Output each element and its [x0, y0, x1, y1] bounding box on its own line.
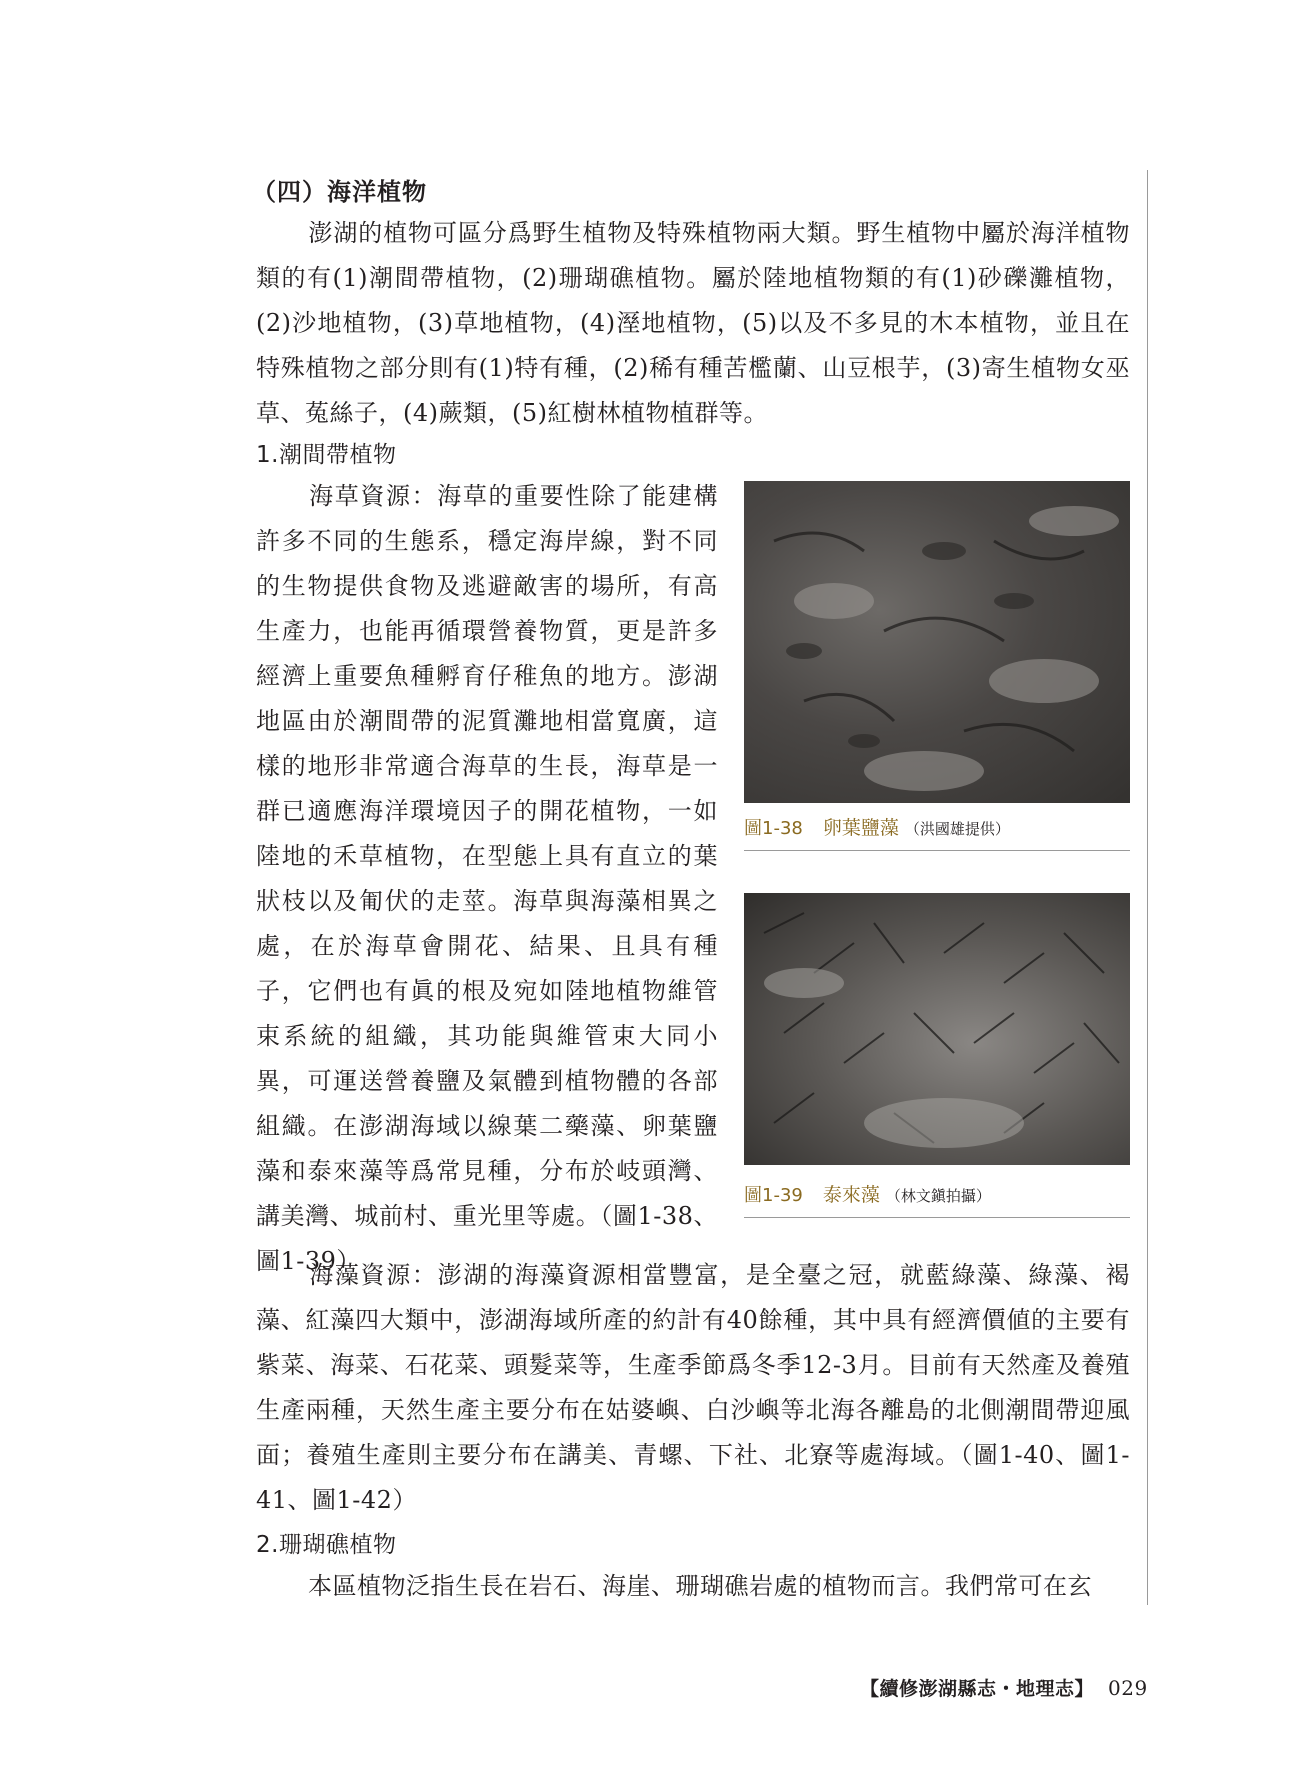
seaweed-paragraph: 海藻資源：澎湖的海藻資源相當豐富，是全臺之冠，就藍綠藻、綠藻、褐藻、紅藻四大類中，澎湖海域所產的約計有40餘種，其中具有經濟價値的主要有紫菜、海菜、石花菜、頭髮菜等，生產季節爲冬季12-3月。目前有天然產及養殖生產兩種，天然生產主要分布在姑婆嶼、白沙嶼等北海各離島的北側潮間帶迎風面；養殖生產則主要分布在講美、青螺、下社、北寮等處海域。（圖1-40、圖1-41、圖1-42）	[256, 1261, 1130, 1514]
book-title: 【續修澎湖縣志・地理志】	[860, 1678, 1095, 1700]
intro-paragraph: 澎湖的植物可區分爲野生植物及特殊植物兩大類。野生植物中屬於海洋植物類的有(1)潮間帶植物，(2)珊瑚礁植物。屬於陸地植物類的有(1)砂礫灘植物，(2)沙地植物，(3)草地植物，(4)溼地植物，(5)以及不多見的木本植物，並且在特殊植物之部分則有(1)特有種，(2)稀有種苦檻蘭、山豆根芋，(3)寄生植物女巫草、菟絲子，(4)蕨類，(5)紅樹林植物植群等。	[256, 219, 1130, 427]
figure-credit: （林文鎭拍攝）	[885, 1187, 991, 1205]
heading-intertidal-plants: 1.潮間帶植物	[256, 442, 397, 468]
margin-rule	[1147, 170, 1148, 1605]
seagrass-photo-halophila	[744, 481, 1130, 803]
figure-1-39-caption	[744, 1180, 1130, 1218]
figure-number: 圖1-38	[744, 818, 803, 839]
seagrass-paragraph: 海草資源：海草的重要性除了能建構許多不同的生態系，穩定海岸線，對不同的生物提供食物及逃避敵害的場所，有高生產力，也能再循環營養物質，更是許多經濟上重要魚種孵育仔稚魚的地方。澎湖地區由於潮間帶的泥質灘地相當寬廣，這樣的地形非常適合海草的生長，海草是一群已適應海洋環境因子的開花植物，一如陸地的禾草植物，在型態上具有直立的葉狀枝以及匍伏的走莖。海草與海藻相異之處，在於海草會開花、結果、且具有種子，它們也有眞的根及宛如陸地植物維管束系統的組織，其功能與維管束大同小異，可運送營養鹽及氣體到植物體的各部組織。在澎湖海域以線葉二藥藻、卵葉鹽藻和泰來藻等爲常見種，分布於岐頭灣、講美灣、城前村、重光里等處。（圖1-38、圖1-39）	[256, 482, 718, 1275]
figure-1-38-caption	[744, 813, 1130, 851]
heading-coral-reef-plants: 2.珊瑚礁植物	[256, 1532, 397, 1558]
figure-number: 圖1-39	[744, 1185, 803, 1206]
section-title: （四）海洋植物	[252, 178, 427, 206]
figure-name: 卵葉鹽藻	[822, 817, 899, 839]
page-number: 029	[1108, 1676, 1148, 1700]
figure-credit: （洪國雄提供）	[904, 820, 1010, 838]
page-footer	[860, 1674, 1148, 1701]
figure-name: 泰來藻	[822, 1184, 880, 1206]
seagrass-photo-thalassia	[744, 893, 1130, 1165]
coral-paragraph: 本區植物泛指生長在岩石、海崖、珊瑚礁岩處的植物而言。我們常可在玄	[308, 1572, 1092, 1600]
